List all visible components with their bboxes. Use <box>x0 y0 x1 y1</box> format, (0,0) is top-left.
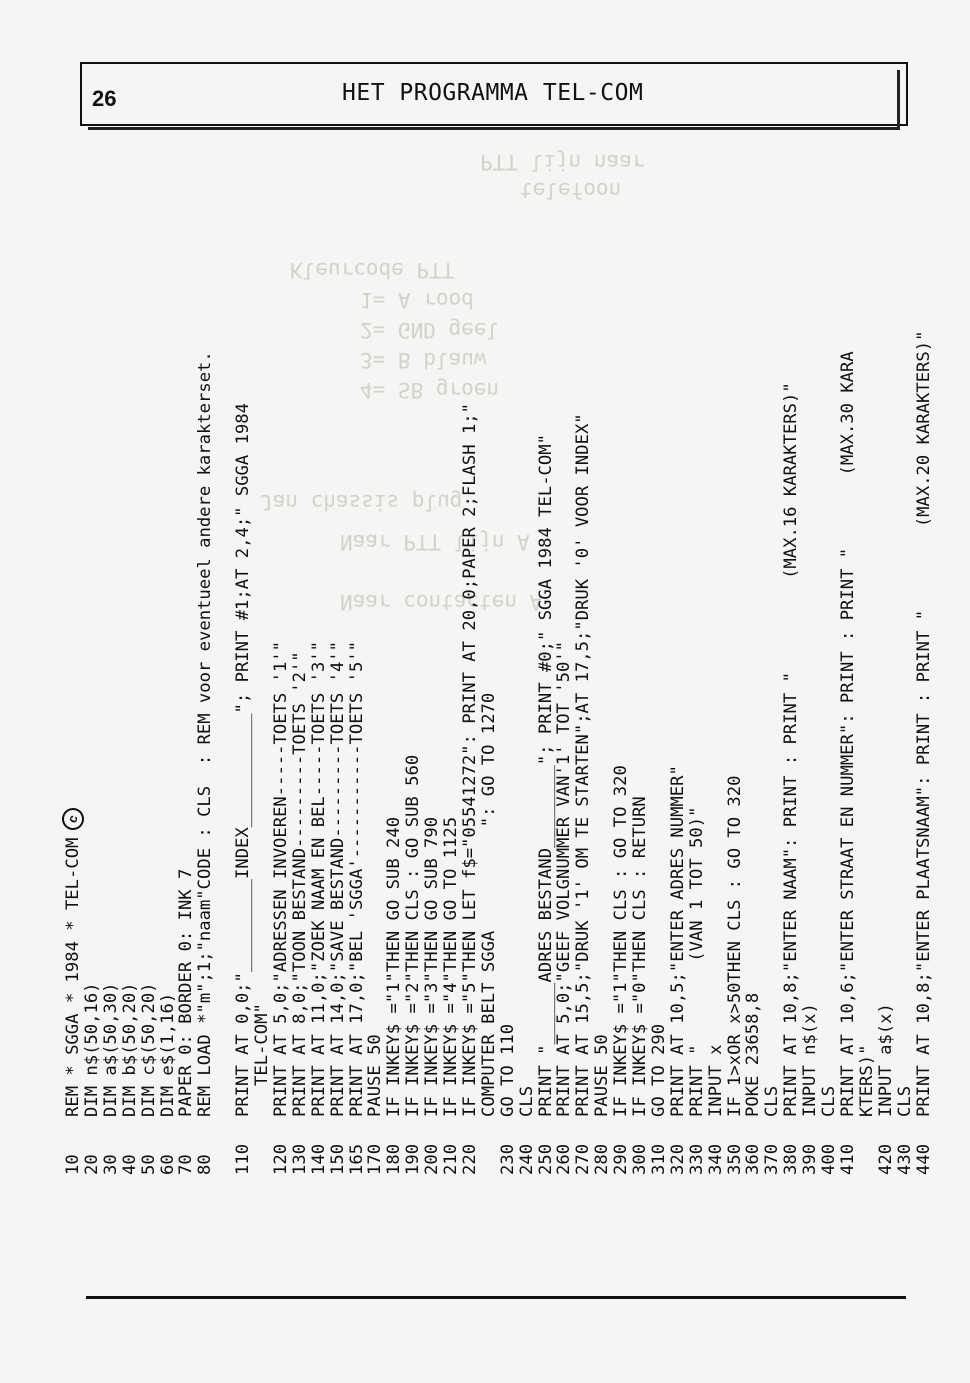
line-number: 210 <box>441 1143 461 1175</box>
line-number: 320 <box>667 1143 688 1175</box>
code-text: IF 1>xOR x>50THEN CLS : GO TO 320 <box>724 775 745 1117</box>
code-text: INPUT a$(x) <box>875 1003 896 1117</box>
line-number: 300 <box>630 1143 650 1175</box>
code-text: PRINT AT 14,0;"SAVE BESTAND---------TOETS '4'" <box>327 641 348 1117</box>
line-number: 270 <box>573 1143 594 1175</box>
code-text: DIM a$(50,30) <box>100 982 121 1117</box>
line-number: 150 <box>327 1143 348 1175</box>
code-text: DIM b$(50,20) <box>119 982 140 1117</box>
line-number: 70 <box>176 1154 197 1175</box>
copyright-icon: c <box>59 805 87 833</box>
code-text: PRINT AT 17,0;"BEL 'SGGA'-----------TOETS '5'" <box>346 641 367 1117</box>
code-text: REM LOAD *"m";1;"naam"CODE : CLS : REM voor eventueel andere karakterset. <box>195 351 216 1117</box>
line-number: 40 <box>119 1154 140 1175</box>
page-title: HET PROGRAMMA TEL-COM <box>342 80 644 106</box>
code-text: IF INKEY$ ="4"THEN GO TO 1125 <box>441 816 461 1117</box>
line-number: 380 <box>781 1143 802 1175</box>
code-text: DIM c$(50,20) <box>138 982 159 1117</box>
code-text: PRINT AT 10,6;"ENTER STRAAT EN NUMMER": PRINT : PRINT " (MAX.30 KARA <box>837 351 858 1117</box>
line-number: 370 <box>762 1143 783 1175</box>
code-text: PAUSE 50 <box>365 1034 386 1117</box>
line-number: 230 <box>497 1143 518 1175</box>
code-text: PAPER 0: BORDER 0: INK 7 <box>176 868 197 1117</box>
line-number: 130 <box>289 1143 310 1175</box>
line-number: 10 <box>63 1154 83 1175</box>
code-text: KTERS)" <box>856 1044 877 1117</box>
line-number: 110 <box>233 1143 254 1175</box>
code-text: GO TO 110 <box>497 1023 518 1117</box>
line-number: 20 <box>81 1154 102 1175</box>
line-number: 360 <box>743 1143 764 1175</box>
code-text: PRINT "______ADRES BESTAND________"; PRINT #0;" SGGA 1984 TEL-COM" <box>535 434 556 1117</box>
line-number: 350 <box>724 1143 745 1175</box>
code-text: IF INKEY$ ="0"THEN CLS : RETURN <box>630 796 650 1117</box>
line-number: 165 <box>346 1143 367 1175</box>
line-number: 340 <box>705 1143 726 1175</box>
code-text: INPUT x <box>705 1044 726 1117</box>
line-number: 140 <box>308 1143 329 1175</box>
line-number: 200 <box>422 1143 443 1175</box>
code-line <box>913 331 935 1175</box>
line-number: 390 <box>800 1143 821 1175</box>
line-number: 190 <box>403 1143 424 1175</box>
line-number: 50 <box>138 1154 159 1175</box>
line-number: 180 <box>384 1143 405 1175</box>
code-text: COMPUTER BELT SGGA ": GO TO 1270 <box>478 692 499 1117</box>
code-text: CLS <box>516 1085 537 1117</box>
line-number: 420 <box>875 1143 896 1175</box>
code-text: IF INKEY$ ="5"THEN LET f$="05541272": PRINT AT 20,0;PAPER 2;FLASH 1;" <box>459 403 480 1117</box>
line-number: 430 <box>894 1143 915 1175</box>
line-number: 240 <box>516 1143 537 1175</box>
code-text: PAUSE 50 <box>592 1034 613 1117</box>
footer-rule <box>86 1296 906 1299</box>
code-line <box>194 351 216 1175</box>
code-text: PRINT AT 8,0;"TOON BESTAND---------TOETS '2'" <box>289 651 310 1117</box>
code-text: PRINT AT 0,0;"_________INDEX___________"; PRINT #1;AT 2,4;" SGGA 1984 <box>233 403 254 1117</box>
code-text: PRINT AT 10,8;"ENTER PLAATSNAAM": PRINT : PRINT " (MAX.20 KARAKTERS)" <box>913 330 934 1117</box>
code-text: PRINT AT 5,0;"ADRESSEN INVOEREN-----TOETS '1'" <box>270 641 291 1117</box>
code-text: PRINT AT 10,8;"ENTER NAAM": PRINT : PRINT " (MAX.16 KARAKTERS)" <box>781 382 802 1117</box>
line-number: 250 <box>535 1143 556 1175</box>
bleed-through-artifact: PTT lijn naar telefoon Kleurcode PTT 1= A rood 2= GND geel 3= B blauw 4= SB groen Jan chassis plug Naar PTT lijn A Naar contacten A <box>260 150 645 614</box>
code-text: CLS <box>762 1085 783 1117</box>
line-number: 80 <box>195 1154 216 1175</box>
basic-program-listing <box>62 0 932 1175</box>
code-text: IF INKEY$ ="3"THEN GO SUB 790 <box>422 816 443 1117</box>
page-number: 26 <box>92 86 117 111</box>
code-text: IF INKEY$ ="1"THEN CLS : GO TO 320 <box>611 765 632 1117</box>
code-text: REM * SGGA * 1984 * TEL-COM <box>63 837 83 1117</box>
line-number: 170 <box>365 1143 386 1175</box>
line-number: 400 <box>819 1143 839 1175</box>
line-number: 290 <box>611 1143 632 1175</box>
code-text: DIM e$(1,16) <box>157 992 178 1117</box>
line-number: 310 <box>648 1143 669 1175</box>
code-text: PRINT AT 15,5;"DRUK '1' OM TE STARTEN";AT 17,5;"DRUK '0' VOOR INDEX" <box>573 413 594 1117</box>
code-text: IF INKEY$ ="1"THEN GO SUB 240 <box>384 816 405 1117</box>
code-text: TEL-COM" <box>252 1003 272 1117</box>
code-text: PRINT AT 11,0;"ZOEK NAAM EN BEL-----TOETS '3'" <box>308 641 329 1117</box>
line-number: 260 <box>554 1143 575 1175</box>
code-text: GO TO 290 <box>648 1023 669 1117</box>
line-number: 120 <box>270 1143 291 1175</box>
code-text: CLS <box>894 1085 915 1117</box>
line-number: 30 <box>100 1154 121 1175</box>
code-text: PRINT AT 10,5;"ENTER ADRES NUMMER" <box>667 765 688 1117</box>
code-text: PRINT " (VAN 1 TOT 50)" <box>686 806 707 1117</box>
code-text: POKE 23658,8 <box>743 992 764 1117</box>
line-number: 410 <box>837 1143 858 1175</box>
line-number: 280 <box>592 1143 613 1175</box>
code-text: DIM n$(50,16) <box>81 982 102 1117</box>
code-text: PRINT AT 5,0;"GEEF VOLGNUMMER VAN'1' TOT '50'" <box>554 641 575 1117</box>
line-number: 220 <box>459 1143 480 1175</box>
line-number: 330 <box>686 1143 707 1175</box>
line-number: 440 <box>913 1143 934 1175</box>
code-text: INPUT n$(x) <box>800 1003 821 1117</box>
code-text: CLS <box>819 1085 839 1117</box>
line-number: 60 <box>157 1154 178 1175</box>
code-text: IF INKEY$ ="2"THEN CLS : GO SUB 560 <box>403 754 424 1117</box>
